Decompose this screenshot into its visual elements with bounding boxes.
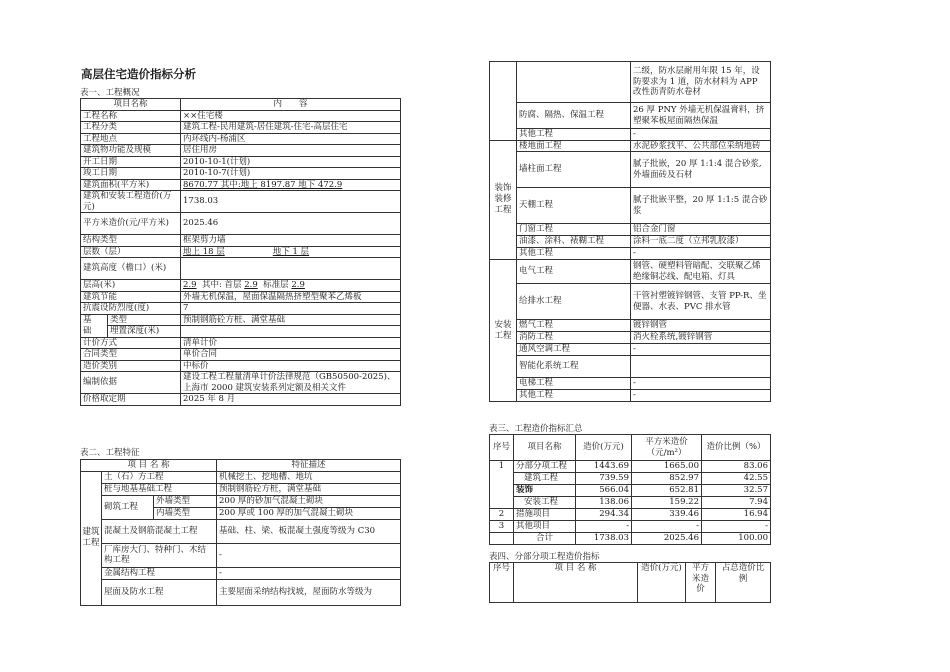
subitem-cost-table — [489, 562, 771, 603]
row-value: 干管衬塑镀锌钢管、支管 PP-R、坐便器、水表、PVC 排水管 — [631, 284, 771, 320]
row-value: 2025 年 8 月 — [181, 394, 401, 406]
row-unit: 2025.46 — [632, 533, 702, 545]
col-header-no: 序号 — [490, 563, 514, 603]
row-value: - — [631, 390, 771, 402]
row-ratio: 83.06 — [702, 461, 771, 473]
col-header-item: 项目名称 — [81, 99, 181, 111]
row-name: 装饰 — [514, 485, 576, 497]
row-label: 建筑面积(平方米) — [81, 179, 181, 191]
group-deco: 装饰装修工程 — [490, 140, 517, 260]
row-value: 水泥砂浆找平、公共部位采纳地砖 — [631, 140, 771, 152]
row-unit: 339.46 — [632, 509, 702, 521]
col-header-item: 项 目 名 称 — [81, 460, 217, 472]
row-name: 建筑工程 — [514, 473, 576, 485]
row-label: 智能化系统工程 — [517, 356, 631, 378]
row-label: 类型 — [108, 314, 181, 326]
row-label: 墙柱面工程 — [517, 152, 631, 188]
row-unit: 1665.00 — [632, 461, 702, 473]
row-value: 铝合金门窗 — [631, 224, 771, 236]
floor-height-label: 其中: 首层 — [201, 280, 242, 290]
row-cost: 1443.69 — [576, 461, 632, 473]
row-value — [181, 246, 401, 258]
row-value: - — [217, 567, 401, 579]
row-label: 防腐、隔热、保温工程 — [517, 103, 631, 129]
row-label: 楼地面工程 — [517, 140, 631, 152]
row-cost: 294.34 — [576, 509, 632, 521]
row-name: 其他项目 — [514, 521, 576, 533]
floor-height-value: 2.9 — [183, 280, 197, 290]
row-label: 造价类别 — [81, 360, 181, 372]
row-label: 竣工日期 — [81, 168, 181, 180]
col-header-ratio: 造价比例（%） — [702, 435, 771, 461]
row-label: 层数（层） — [81, 246, 181, 258]
row-value: 2025.46 — [181, 213, 401, 235]
row-label: 建筑物功能及规模 — [81, 145, 181, 157]
row-value: - — [217, 543, 401, 567]
row-no: 2 — [490, 509, 514, 521]
col-header-unit: 平方米造价（元/m²） — [632, 435, 702, 461]
row-label: 天棚工程 — [517, 188, 631, 224]
row-value: 建筑工程-民用建筑-居住建筑-住宅-高层住宅 — [181, 122, 401, 134]
row-label: 消防工程 — [517, 332, 631, 344]
row-value: 消火栓系统,镀锌钢管 — [631, 332, 771, 344]
row-value: 基础、柱、梁、板混凝土强度等级为 C30 — [217, 519, 401, 543]
row-label: 桩与地基基础工程 — [102, 483, 217, 495]
row-label: 结构类型 — [81, 235, 181, 247]
document-title: 高层住宅造价指标分析 — [81, 67, 196, 81]
row-label: 土（石）方工程 — [102, 471, 217, 483]
row-value: 建设工程工程量清单计价法律规范（GB50500-2025)、上海市 2000 建筑安装系列定额及相关文件 — [181, 372, 401, 394]
col-header-content: 内 容 — [181, 99, 401, 111]
row-value: 200 厚的砂加气混凝土砌块 — [217, 495, 401, 507]
row-label: 金属结构工程 — [102, 567, 217, 579]
row-cost: 739.59 — [576, 473, 632, 485]
floor-height-first: 2.9 — [244, 280, 258, 290]
row-value: - — [631, 344, 771, 356]
row-label: 合同类型 — [81, 349, 181, 361]
row-label: 燃气工程 — [517, 320, 631, 332]
col-header-ratio: 占总造价比例 — [716, 563, 771, 603]
col-header-item: 项目名称 — [514, 435, 576, 461]
row-value: - — [631, 248, 771, 260]
row-name: 合计 — [514, 533, 576, 545]
row-label: 油漆、涂料、裱糊工程 — [517, 236, 631, 248]
col-header-cost: 造价(万元) — [576, 435, 632, 461]
row-no: 3 — [490, 521, 514, 533]
cost-summary-table — [489, 434, 771, 545]
floors-below: 地下 1 层 — [272, 246, 310, 257]
row-value — [181, 258, 401, 280]
row-value: 中标价 — [181, 360, 401, 372]
row-value: 清单计价 — [181, 337, 401, 349]
features-table-left — [80, 459, 401, 606]
row-label — [517, 62, 631, 103]
row-value: 框架剪力墙 — [181, 235, 401, 247]
row-value: 2010-10-1(计划) — [181, 156, 401, 168]
table1-caption: 表一、工程概况 — [80, 88, 140, 98]
row-label: 建筑和安装工程造价(万元) — [81, 191, 181, 213]
row-label: 内墙类型 — [154, 507, 217, 519]
row-label: 建筑高度（檐口）(米) — [81, 258, 181, 280]
row-value — [181, 326, 401, 338]
row-label: 建筑节能 — [81, 291, 181, 303]
row-value: - — [631, 378, 771, 390]
row-value: 200 厚或 100 厚的加气混凝土砌块 — [217, 507, 401, 519]
row-cost: 566.04 — [576, 485, 632, 497]
col-header-cost: 造价(万元) — [638, 563, 686, 603]
row-label: 厂库房大门、特种门、木结构工程 — [102, 543, 217, 567]
row-name: 安装工程 — [514, 497, 576, 509]
row-label: 埋置深度(米) — [108, 326, 181, 338]
group-civil-cont — [490, 62, 517, 141]
row-value: 镀锌钢管 — [631, 320, 771, 332]
row-label: 其他工程 — [517, 390, 631, 402]
row-cost: 138.06 — [576, 497, 632, 509]
col-header-unit: 平方米造价 — [686, 563, 716, 603]
row-label: 电梯工程 — [517, 378, 631, 390]
row-value: 预制钢筋砼方桩，满堂基础 — [217, 483, 401, 495]
row-ratio: 100.00 — [702, 533, 771, 545]
col-header-item: 项 目 名 称 — [514, 563, 638, 603]
row-unit: 852.97 — [632, 473, 702, 485]
row-label: 抗震设防烈度(度) — [81, 303, 181, 315]
row-name: 措施项目 — [514, 509, 576, 521]
row-cost: - — [576, 521, 632, 533]
row-value: 内环线内-杨浦区 — [181, 133, 401, 145]
row-value: 8670.77 其中:地上 8197.87 地下 472.9 — [181, 179, 401, 191]
row-label: 编制依据 — [81, 372, 181, 394]
row-label: 工程分类 — [81, 122, 181, 134]
row-label: 屋面及防水工程 — [102, 579, 217, 605]
row-value: - — [631, 129, 771, 141]
row-value: 2010-10-7(计划) — [181, 168, 401, 180]
table3-caption: 表三、工程造价指标汇总 — [489, 424, 583, 434]
row-value: 涂料一底二度（立邦乳胶漆） — [631, 236, 771, 248]
row-label: 工程地点 — [81, 133, 181, 145]
row-label: 混凝土及钢筋混凝土工程 — [102, 519, 217, 543]
row-value: ××住宅楼 — [181, 110, 401, 122]
col-header-no: 序号 — [490, 435, 514, 461]
row-value: 26 厚 PNY 外墙无机保温膏料，挤塑聚苯板屋面隔热保温 — [631, 103, 771, 129]
row-ratio: 7.94 — [702, 497, 771, 509]
group-install: 安装工程 — [490, 260, 517, 402]
row-ratio: 32.57 — [702, 485, 771, 497]
features-table-right — [489, 61, 771, 402]
foundation-label-bottom: 础 — [81, 326, 108, 338]
row-label: 电气工程 — [517, 260, 631, 284]
row-value: 单价合同 — [181, 349, 401, 361]
row-value: 居住用房 — [181, 145, 401, 157]
row-ratio: - — [702, 521, 771, 533]
row-value: 机械挖土、挖地槽、地坑 — [217, 471, 401, 483]
row-label: 给排水工程 — [517, 284, 631, 320]
floor-height-std: 2.9 — [291, 280, 305, 290]
row-name: 分部分项工程 — [514, 461, 576, 473]
row-label: 通风空调工程 — [517, 344, 631, 356]
row-label: 砌筑工程 — [102, 495, 154, 519]
row-value: 外墙无机保温，屋面保温隔热挤塑型聚苯乙烯板 — [181, 291, 401, 303]
row-value: 二级，防水层耐用年限 15 年，设防要求为 1 道，防水材料为 APP 改性沥青防水卷材 — [631, 62, 771, 103]
floors-above: 地上 18 层 — [183, 246, 225, 257]
row-label: 开工日期 — [81, 156, 181, 168]
row-unit: - — [632, 521, 702, 533]
row-label: 其他工程 — [517, 248, 631, 260]
row-ratio: 42.55 — [702, 473, 771, 485]
row-value: 预制钢筋砼方桩、满堂基础 — [181, 314, 401, 326]
row-label: 平方米造价(元/平方米) — [81, 213, 181, 235]
row-value — [181, 280, 401, 292]
row-value: 腻子批嵌，20 厚 1:1:4 混合砂浆,外墙面砖及石材 — [631, 152, 771, 188]
row-label: 工程名称 — [81, 110, 181, 122]
floor-height-std-label: 标准层 — [263, 280, 289, 290]
row-unit: 652.81 — [632, 485, 702, 497]
group-civil: 建筑工程 — [81, 471, 102, 605]
row-label: 计价方式 — [81, 337, 181, 349]
row-ratio: 16.94 — [702, 509, 771, 521]
row-value: 7 — [181, 303, 401, 315]
table4-caption: 表四、分部分项工程造价指标 — [489, 552, 600, 562]
row-value: 钢管、硬塑料管暗配、交联聚乙烯绝缘铜芯线、配电箱、灯具 — [631, 260, 771, 284]
col-header-desc: 特征描述 — [217, 460, 401, 472]
row-label: 层高(米) — [81, 280, 181, 292]
row-cost: 1738.03 — [576, 533, 632, 545]
row-value: 腻子批嵌平整，20 厚 1:1:5 混合砂浆 — [631, 188, 771, 224]
row-value: 主要屋面采纳结构找坡，屋面防水等级为 — [217, 579, 401, 605]
foundation-label-top: 基 — [81, 314, 108, 326]
row-value: 1738.03 — [181, 191, 401, 213]
row-label: 其他工程 — [517, 129, 631, 141]
row-no: 1 — [490, 461, 514, 509]
row-label: 门窗工程 — [517, 224, 631, 236]
table2-caption: 表二、工程特征 — [80, 448, 140, 458]
row-label: 外墙类型 — [154, 495, 217, 507]
overview-table — [80, 98, 401, 406]
row-unit: 159.22 — [632, 497, 702, 509]
row-value — [631, 356, 771, 378]
row-label: 价格取定期 — [81, 394, 181, 406]
row-no — [490, 533, 514, 545]
